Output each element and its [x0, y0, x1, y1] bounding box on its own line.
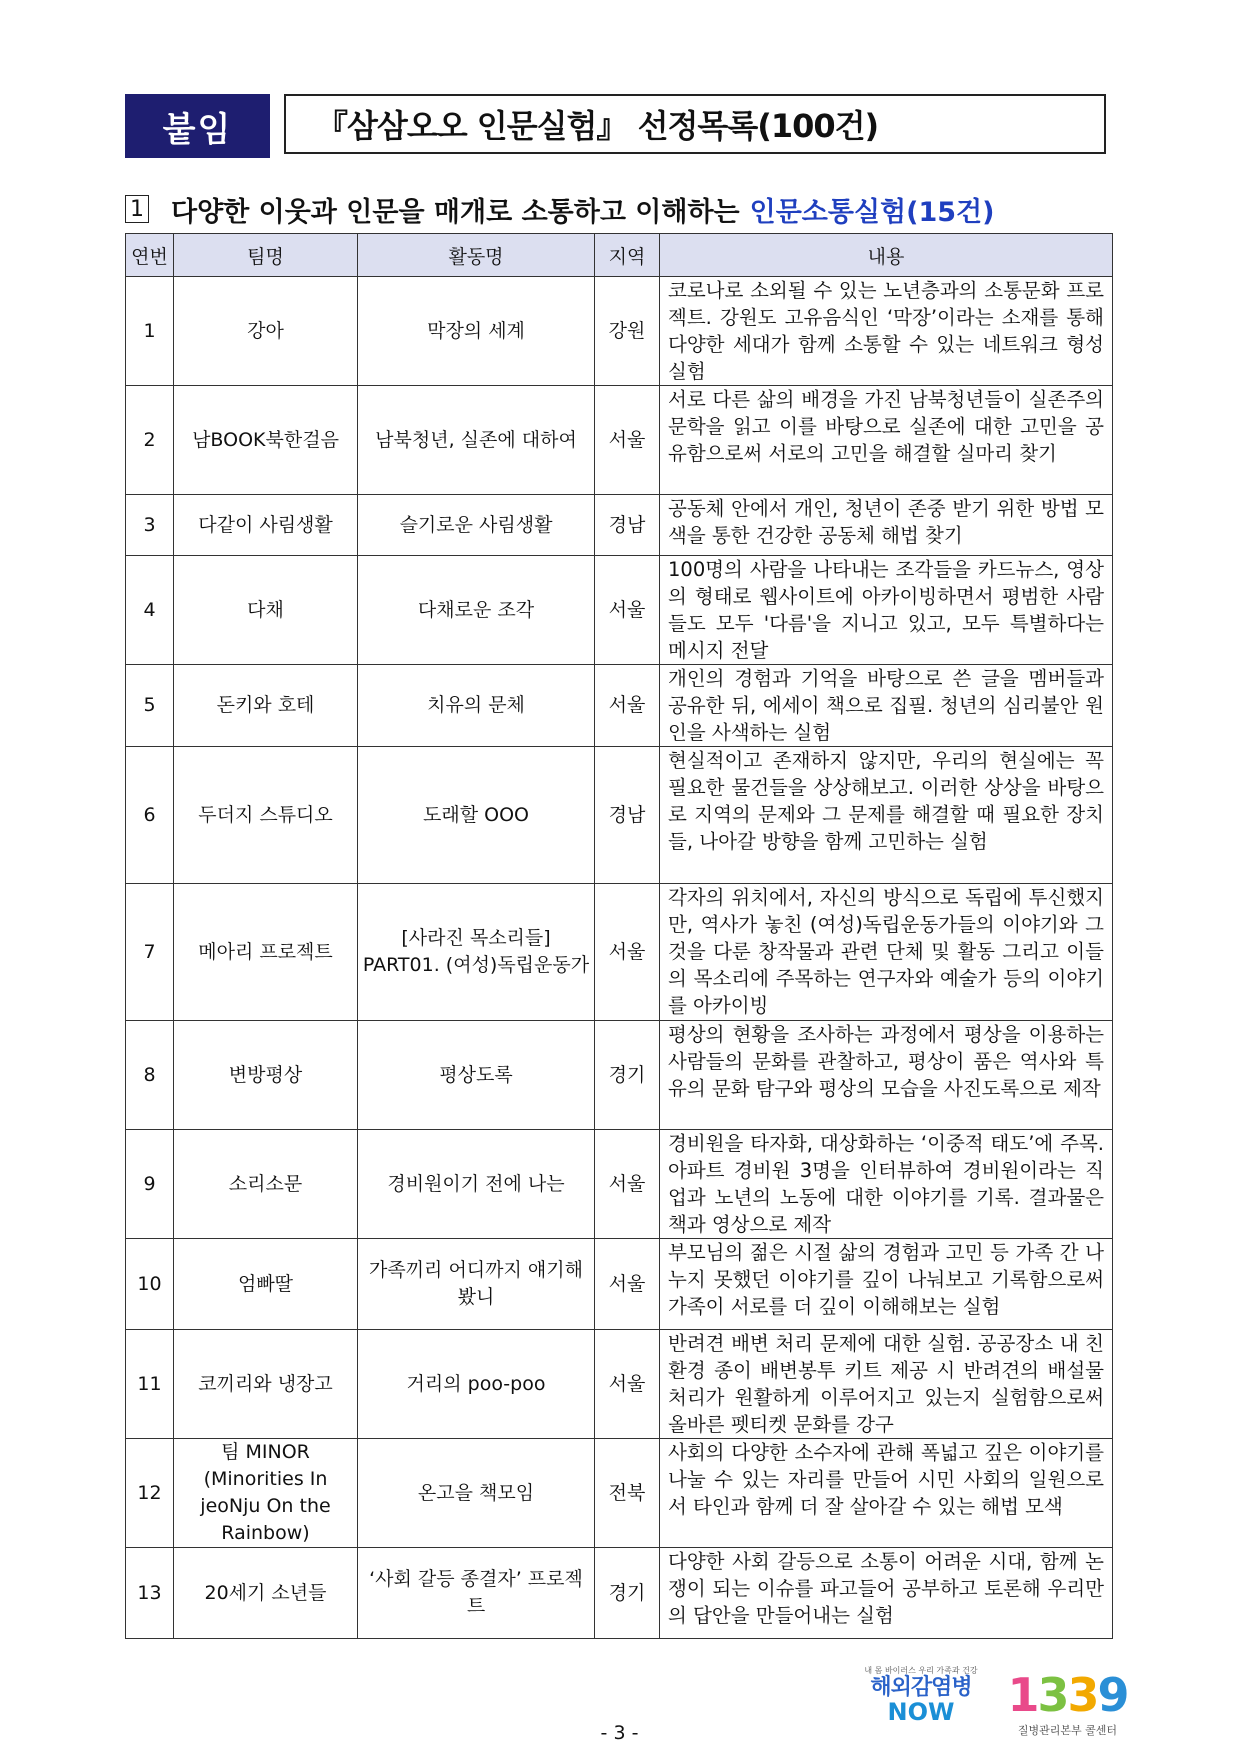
table-row — [126, 1548, 1113, 1639]
selection-table — [125, 233, 1113, 1639]
cell-activity: [사라진 목소리들] PART01. (여성)독립운동가 — [358, 884, 595, 1021]
cell-no: 12 — [126, 1439, 174, 1548]
cell-content: 코로나로 소외될 수 있는 노년층과의 소통문화 프로젝트. 강원도 고유음식인 ‘막장’이라는 소재를 통해 다양한 세대가 함께 소통할 수 있는 네트워크 형성 실험 — [660, 277, 1113, 386]
cell-activity: 다채로운 조각 — [358, 556, 595, 665]
cell-no: 13 — [126, 1548, 174, 1639]
cell-no: 5 — [126, 665, 174, 747]
cell-region: 전북 — [595, 1439, 660, 1548]
cell-team: 20세기 소년들 — [174, 1548, 358, 1639]
cell-team: 변방평상 — [174, 1021, 358, 1130]
cell-team: 남BOOK북한걸음 — [174, 386, 358, 495]
cell-activity: 슬기로운 사림생활 — [358, 495, 595, 556]
cell-activity: 경비원이기 전에 나는 — [358, 1130, 595, 1239]
logo-line-2: NOW — [887, 1698, 955, 1726]
col-header-content: 내용 — [660, 234, 1113, 277]
cell-team: 강아 — [174, 277, 358, 386]
table-header-row — [126, 234, 1113, 277]
cell-region: 경기 — [595, 1548, 660, 1639]
section-accent: 인문소통실험(15건) — [749, 196, 995, 228]
cell-content: 부모님의 젊은 시절 삶의 경험과 고민 등 가족 간 나누지 못했던 이야기를 깊이 나눠보고 기록함으로써 가족이 서로를 더 깊이 이해해보는 실험 — [660, 1239, 1113, 1330]
cell-team: 엄빠딸 — [174, 1239, 358, 1330]
logo-line-1: 해외감염병 — [870, 1675, 972, 1700]
cell-region: 서울 — [595, 1239, 660, 1330]
cell-region: 서울 — [595, 1330, 660, 1439]
cell-team: 소리소문 — [174, 1130, 358, 1239]
cell-no: 2 — [126, 386, 174, 495]
cell-region: 경기 — [595, 1021, 660, 1130]
cell-activity: 남북청년, 실존에 대하여 — [358, 386, 595, 495]
cell-team: 코끼리와 냉장고 — [174, 1330, 358, 1439]
cell-team: 메아리 프로젝트 — [174, 884, 358, 1021]
cell-activity: 평상도록 — [358, 1021, 595, 1130]
col-header-team: 팀명 — [174, 234, 358, 277]
cell-region: 서울 — [595, 665, 660, 747]
cell-region: 서울 — [595, 386, 660, 495]
table-row — [126, 277, 1113, 386]
cell-no: 10 — [126, 1239, 174, 1330]
cell-region: 강원 — [595, 277, 660, 386]
cell-content: 서로 다른 삶의 배경을 가진 남북청년들이 실존주의 문학을 읽고 이를 바탕으로 실존에 대한 고민을 공유함으로써 서로의 고민을 해결할 실마리 찾기 — [660, 386, 1113, 495]
logo-tagline: 내 몸 바이러스 우리 가족과 건강 — [864, 1666, 978, 1675]
cell-content: 평상의 현황을 조사하는 과정에서 평상을 이용하는 사람들의 문화를 관찰하고, 평상이 품은 역사와 특유의 문화 탐구와 평상의 모습을 사진도록으로 제작 — [660, 1021, 1113, 1130]
cell-activity: ‘사회 갈등 종결자’ 프로젝트 — [358, 1548, 595, 1639]
cell-team: 다같이 사림생활 — [174, 495, 358, 556]
cell-region: 서울 — [595, 556, 660, 665]
table-row — [126, 556, 1113, 665]
cell-activity: 치유의 문체 — [358, 665, 595, 747]
cell-team: 다채 — [174, 556, 358, 665]
cell-content: 현실적이고 존재하지 않지만, 우리의 현실에는 꼭 필요한 물건들을 상상해보고. 이러한 상상을 바탕으로 지역의 문제와 그 문제를 해결할 때 필요한 장치들, 나아갈 방향을 함께 고민하는 실험 — [660, 747, 1113, 884]
table-row — [126, 747, 1113, 884]
cell-content: 다양한 사회 갈등으로 소통이 어려운 시대, 함께 논쟁이 되는 이슈를 파고들어 공부하고 토론해 우리만의 답안을 만들어내는 실험 — [660, 1548, 1113, 1639]
page-number: - 3 - — [600, 1722, 639, 1744]
table-row — [126, 1239, 1113, 1330]
cell-content: 각자의 위치에서, 자신의 방식으로 독립에 투신했지만, 역사가 놓친 (여성)독립운동가들의 이야기와 그것을 다룬 창작물과 관련 단체 및 활동 그리고 이들의 목소리에 주목하는 연구자와 예술가 등의 이야기를 아카이빙 — [660, 884, 1113, 1021]
cell-content: 경비원을 타자화, 대상화하는 ‘이중적 태도’에 주목. 아파트 경비원 3명을 인터뷰하여 경비원이라는 직업과 노년의 노동에 대한 이야기를 기록. 결과물은 책과 영상으로 제작 — [660, 1130, 1113, 1239]
cell-no: 7 — [126, 884, 174, 1021]
cell-activity: 도래할 OOO — [358, 747, 595, 884]
table-row — [126, 1130, 1113, 1239]
cell-region: 서울 — [595, 1130, 660, 1239]
cell-content: 반려견 배변 처리 문제에 대한 실험. 공공장소 내 친환경 종이 배변봉투 키트 제공 시 반려견의 배설물 처리가 원활하게 이루어지고 있는지 실험함으로써 올바른 펫티켓 문화를 강구 — [660, 1330, 1113, 1439]
table-row — [126, 884, 1113, 1021]
cell-no: 6 — [126, 747, 174, 884]
cell-region: 서울 — [595, 884, 660, 1021]
logo-subtitle: 질병관리본부 콜센터 — [1017, 1724, 1118, 1737]
cell-activity: 가족끼리 어디까지 얘기해봤니 — [358, 1239, 595, 1330]
cell-region: 경남 — [595, 495, 660, 556]
cell-activity: 거리의 poo-poo — [358, 1330, 595, 1439]
cell-region: 경남 — [595, 747, 660, 884]
section-number: 1 — [125, 195, 149, 223]
page-title: 『삼삼오오 인문실험』 선정목록(100건) — [284, 94, 1106, 154]
overseas-infection-logo — [862, 1665, 980, 1747]
col-header-no: 연번 — [126, 234, 174, 277]
cell-content: 100명의 사람을 나타내는 조각들을 카드뉴스, 영상의 형태로 웹사이트에 아카이빙하면서 평범한 사람들도 모두 '다름'을 지니고 있고, 모두 특별하다는 메시지 전달 — [660, 556, 1113, 665]
table-row — [126, 665, 1113, 747]
cell-team: 팀 MINOR (Minorities In jeoNju On the Rainbow) — [174, 1439, 358, 1548]
cell-activity: 온고을 책모임 — [358, 1439, 595, 1548]
cell-team: 돈키와 호테 — [174, 665, 358, 747]
cell-no: 4 — [126, 556, 174, 665]
cell-activity: 막장의 세계 — [358, 277, 595, 386]
cell-content: 사회의 다양한 소수자에 관해 폭넓고 깊은 이야기를 나눌 수 있는 자리를 만들어 시민 사회의 일원으로서 타인과 함께 더 잘 살아갈 수 있는 해법 모색 — [660, 1439, 1113, 1548]
section-title: 다양한 이웃과 인문을 매개로 소통하고 이해하는 — [171, 196, 740, 228]
cell-no: 1 — [126, 277, 174, 386]
page-header — [125, 94, 1110, 158]
col-header-region: 지역 — [595, 234, 660, 277]
cell-no: 9 — [126, 1130, 174, 1239]
cell-no: 11 — [126, 1330, 174, 1439]
col-header-activity: 활동명 — [358, 234, 595, 277]
attachment-badge: 붙임 — [125, 94, 270, 158]
table-row — [126, 1330, 1113, 1439]
table-row — [126, 1021, 1113, 1130]
cell-content: 개인의 경험과 기억을 바탕으로 쓴 글을 멤버들과 공유한 뒤, 에세이 책으로 집필. 청년의 심리불안 원인을 사색하는 실험 — [660, 665, 1113, 747]
cell-team: 두더지 스튜디오 — [174, 747, 358, 884]
logo-digits: 1339 — [1007, 1668, 1128, 1722]
cell-no: 8 — [126, 1021, 174, 1130]
section-heading — [125, 186, 1125, 232]
cell-no: 3 — [126, 495, 174, 556]
callcenter-1339-logo — [1005, 1668, 1130, 1748]
table-row — [126, 1439, 1113, 1548]
cell-content: 공동체 안에서 개인, 청년이 존중 받기 위한 방법 모색을 통한 건강한 공동체 해법 찾기 — [660, 495, 1113, 556]
table-row — [126, 386, 1113, 495]
table-row — [126, 495, 1113, 556]
